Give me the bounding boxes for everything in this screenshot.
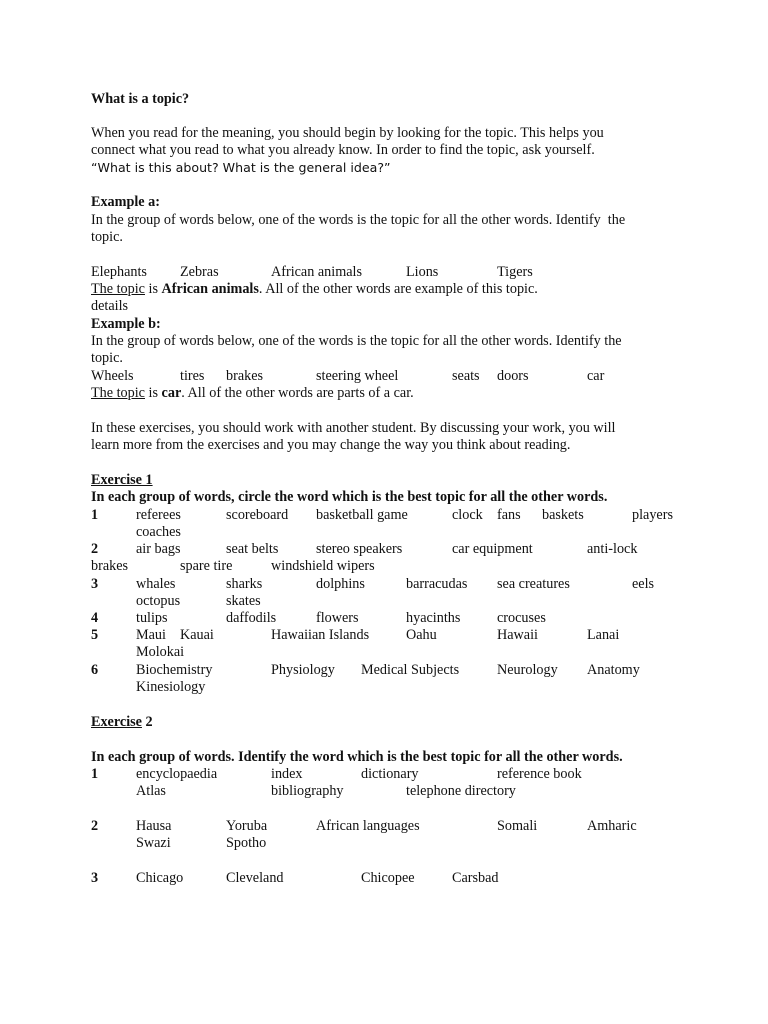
example-b-word: Wheels: [91, 368, 134, 384]
exercise-1-row-number: 3: [91, 576, 99, 592]
exercise-1-row-number: 1: [91, 507, 99, 523]
exercise-word: Atlas: [136, 783, 166, 799]
exercise-word: Physiology: [271, 662, 335, 678]
exercise-word: eels: [632, 576, 655, 592]
exercise-2-heading-number: 2: [141, 714, 153, 730]
exercise-word: telephone directory: [406, 783, 516, 799]
exercise-word: Somali: [497, 818, 538, 834]
exercise-word: bibliography: [271, 783, 344, 799]
exercise-word: air bags: [136, 541, 181, 557]
example-a-word: Zebras: [180, 264, 219, 280]
exercise-word: dictionary: [361, 766, 419, 782]
exercise-word: Medical Subjects: [361, 662, 460, 678]
exercise-word: basketball game: [316, 507, 408, 523]
intro-question: “What is this about? What is the general idea?”: [91, 160, 391, 175]
exercise-word: octopus: [136, 593, 181, 609]
exercise-word: Hausa: [136, 818, 172, 834]
exercise-word: clock: [452, 507, 483, 523]
exercise-word: encyclopaedia: [136, 766, 218, 782]
example-b-word: doors: [497, 368, 529, 384]
exercise-word: Lanai: [587, 627, 620, 643]
exercise-word: tulips: [136, 610, 168, 626]
exercise-word: spare tire: [180, 558, 233, 574]
exercise-word: anti-lock: [587, 541, 638, 557]
exercise-1-row-number: 5: [91, 627, 99, 643]
exercise-2-row-number: 2: [91, 818, 99, 834]
exercise-word: sea creatures: [497, 576, 570, 592]
example-a-word: Elephants: [91, 264, 147, 280]
answer-label: The topic: [91, 281, 145, 297]
exercise-word: referees: [136, 507, 181, 523]
exercise-word: Kauai: [180, 627, 214, 643]
exercise-word: flowers: [316, 610, 359, 626]
exercise-word: Neurology: [497, 662, 558, 678]
pair-work-line-1: In these exercises, you should work with another student. By discussing your work, you will: [91, 420, 616, 436]
exercise-word: fans: [497, 507, 521, 523]
exercise-1-instruction: In each group of words, circle the word which is the best topic for all the other words.: [91, 489, 608, 505]
exercise-1-row-number: 4: [91, 610, 99, 626]
exercise-word: Swazi: [136, 835, 171, 851]
exercise-word: Hawaiian Islands: [271, 627, 370, 643]
answer-topic: African animals: [161, 281, 259, 297]
answer-rest: . All of the other words are parts of a car.: [181, 385, 414, 401]
exercise-word: Maui: [136, 627, 166, 643]
exercise-2-heading: [91, 714, 153, 731]
example-b-answer: [91, 385, 414, 402]
exercise-word: daffodils: [226, 610, 277, 626]
exercise-2-instruction: In each group of words. Identify the word which is the best topic for all the other words.: [91, 749, 623, 765]
exercise-word: Cleveland: [226, 870, 284, 886]
example-b-word: tires: [180, 368, 205, 384]
exercise-word: Anatomy: [587, 662, 640, 678]
exercise-word: Molokai: [136, 644, 185, 660]
exercise-word: whales: [136, 576, 176, 592]
exercise-word: coaches: [136, 524, 181, 540]
example-b-word: seats: [452, 368, 480, 384]
exercise-1-row-number: 2: [91, 541, 99, 557]
exercise-word: barracudas: [406, 576, 468, 592]
example-b-word: steering wheel: [316, 368, 399, 384]
example-a-instruction-2: topic.: [91, 229, 123, 245]
answer-connector: is: [144, 385, 162, 401]
example-a-word: Tigers: [497, 264, 533, 280]
example-a-instruction-1: In the group of words below, one of the words is the topic for all the other words. Identify the: [91, 212, 626, 228]
example-b-heading: Example b:: [91, 316, 161, 332]
exercise-word: Hawaii: [497, 627, 538, 643]
exercise-word: scoreboard: [226, 507, 289, 523]
exercise-word: hyacinths: [406, 610, 461, 626]
exercise-word: windshield wipers: [271, 558, 375, 574]
exercise-word: Kinesiology: [136, 679, 206, 695]
exercise-word: Chicopee: [361, 870, 415, 886]
exercise-word: seat belts: [226, 541, 279, 557]
example-a-heading: Example a:: [91, 194, 160, 210]
exercise-word: car equipment: [452, 541, 533, 557]
page-title: What is a topic?: [91, 91, 190, 107]
exercise-word: index: [271, 766, 303, 782]
exercise-1-heading: Exercise 1: [91, 472, 153, 488]
exercise-2-heading-word: Exercise: [91, 714, 142, 730]
example-a-word: Lions: [406, 264, 439, 280]
exercise-word: dolphins: [316, 576, 365, 592]
exercise-word: Carsbad: [452, 870, 499, 886]
answer-rest: . All of the other words are example of this topic.: [258, 281, 538, 297]
intro-line-1: When you read for the meaning, you should begin by looking for the topic. This helps you: [91, 125, 604, 141]
example-a-word: African animals: [271, 264, 362, 280]
exercise-word: stereo speakers: [316, 541, 403, 557]
exercise-2-row-number: 3: [91, 870, 99, 886]
exercise-word: sharks: [226, 576, 263, 592]
example-b-word: car: [587, 368, 605, 384]
exercise-word: players: [632, 507, 673, 523]
exercise-word: African languages: [316, 818, 420, 834]
exercise-word: brakes: [91, 558, 129, 574]
example-a-answer: [91, 281, 538, 298]
exercise-word: Biochemistry: [136, 662, 213, 678]
answer-connector: is: [144, 281, 162, 297]
example-b-instruction-1: In the group of words below, one of the words is the topic for all the other words. Identify the: [91, 333, 622, 349]
exercise-word: baskets: [542, 507, 584, 523]
example-b-word: brakes: [226, 368, 264, 384]
exercise-1-row-number: 6: [91, 662, 99, 678]
exercise-2-row-number: 1: [91, 766, 99, 782]
exercise-word: Chicago: [136, 870, 184, 886]
example-a-note: details: [91, 298, 129, 314]
intro-line-2: connect what you read to what you already know. In order to find the topic, ask yourself.: [91, 142, 595, 158]
exercise-word: crocuses: [497, 610, 546, 626]
answer-topic: car: [161, 385, 182, 401]
answer-label: The topic: [91, 385, 145, 401]
exercise-word: reference book: [497, 766, 582, 782]
exercise-word: Spotho: [226, 835, 267, 851]
pair-work-line-2: learn more from the exercises and you may change the way you think about reading.: [91, 437, 571, 453]
exercise-word: Oahu: [406, 627, 437, 643]
example-b-instruction-2: topic.: [91, 350, 123, 366]
exercise-word: Yoruba: [226, 818, 268, 834]
exercise-word: skates: [226, 593, 261, 609]
exercise-word: Amharic: [587, 818, 637, 834]
